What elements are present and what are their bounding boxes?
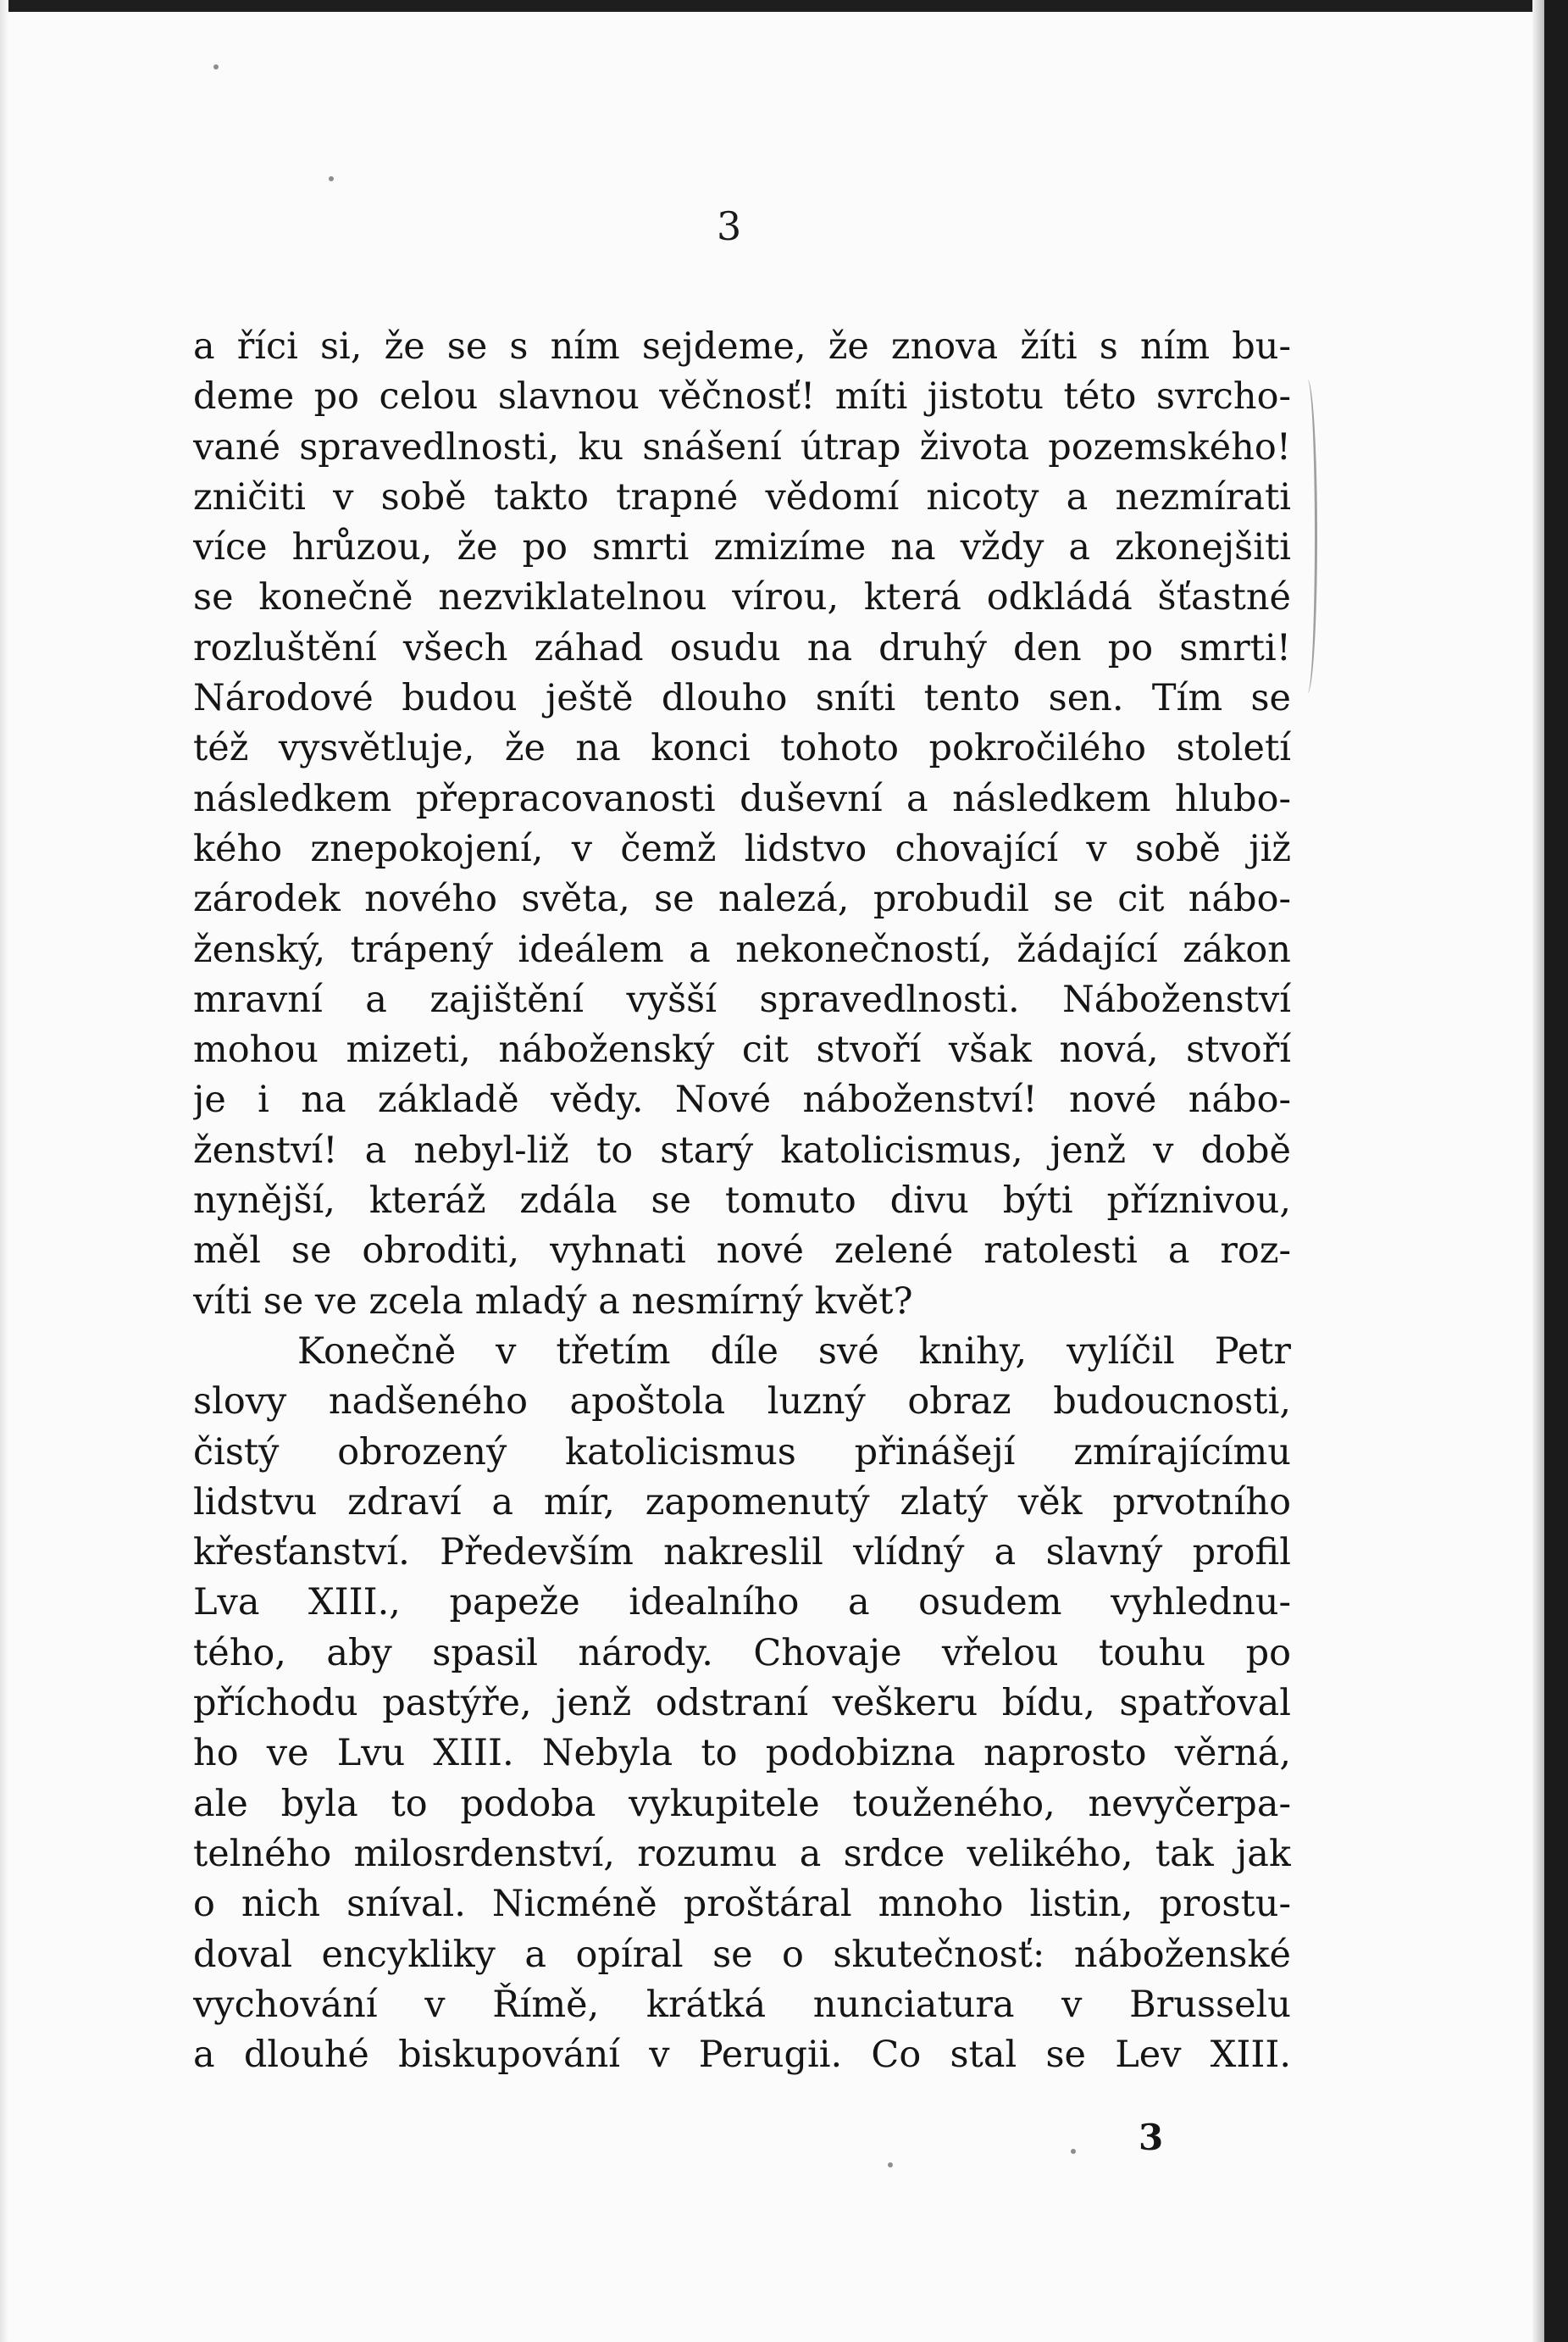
text-line: a říci si, že se s ním sejdeme, že znova žíti s ním bu- [193, 325, 1291, 368]
body-text [193, 322, 1291, 2080]
paper-speck [329, 176, 334, 181]
text-line: zárodek nového světa, se nalezá, probudil se cit nábo- [193, 878, 1291, 921]
text-line: víti se ve zcela mladý a nesmírný květ? [193, 1279, 913, 1323]
margin-pencil-mark [1298, 380, 1317, 693]
text-line: vychování v Římě, krátká nunciatura v Brusselu [193, 1983, 1291, 2026]
signature-mark: 3 [1139, 2117, 1164, 2158]
text-line: telného milosrdenství, rozumu a srdce velikého, tak jak [193, 1832, 1291, 1875]
text-line: následkem přepracovanosti duševní a následkem hlubo- [193, 777, 1291, 820]
text-line: je i na základě vědy. Nové náboženství! nové nábo- [193, 1079, 1291, 1122]
page-left-shadow [0, 0, 8, 2342]
text-line: ženství! a nebyl-liž to starý katolicismus, jenž v době [193, 1129, 1291, 1172]
text-line: kého znepokojení, v čemž lidstvo chovající v sobě již [193, 827, 1291, 870]
text-line: Lva XIII., papeže idealního a osudem vyhlednu- [193, 1581, 1291, 1624]
paragraph-start-line: Konečně v třetím díle své knihy, vylíčil Petr [297, 1329, 1291, 1373]
text-line: čistý obrozený katolicismus přinášejí zmírajícímu [193, 1430, 1291, 1473]
text-line: vané spravedlnosti, ku snášení útrap života pozemského! [193, 425, 1291, 469]
text-line: deme po celou slavnou věčnosť! míti jistotu této svrcho- [193, 375, 1291, 419]
text-line: zničiti v sobě takto trapné vědomí nicoty a nezmírati [193, 475, 1291, 519]
page-number: 3 [717, 203, 743, 249]
scan-top-edge [0, 0, 1568, 12]
text-line: o nich sníval. Nicméně proštáral mnoho listin, prostu- [193, 1883, 1291, 1926]
text-line: měl se obroditi, vyhnati nové zelené ratolesti a roz- [193, 1229, 1291, 1273]
text-line: nynější, kteráž zdála se tomuto divu býti příznivou, [193, 1179, 1291, 1223]
text-line: též vysvětluje, že na konci tohoto pokročilého století [193, 727, 1291, 770]
scan-right-edge [1544, 0, 1568, 2342]
text-line: slovy nadšeného apoštola luzný obraz budoucnosti, [193, 1380, 1291, 1424]
paper-speck [888, 2162, 893, 2167]
text-line: ženský, trápený ideálem a nekonečností, žádající zákon [193, 928, 1291, 971]
text-line: ho ve Lvu XIII. Nebyla to podobizna naprosto věrná, [193, 1732, 1291, 1775]
text-line: mravní a zajištění vyšší spravedlnosti. Náboženství [193, 978, 1291, 1021]
text-line: příchodu pastýře, jenž odstraní veškeru bídu, spatřoval [193, 1682, 1291, 1725]
paper-speck [1071, 2149, 1076, 2154]
text-line: doval encykliky a opíral se o skutečnosť: náboženské [193, 1933, 1291, 1976]
text-line: více hrůzou, že po smrti zmizíme na vždy a zkonejšiti [193, 526, 1291, 569]
text-line: ale byla to podoba vykupitele touženého, nevyčerpa- [193, 1782, 1291, 1825]
paper-speck [213, 64, 219, 69]
text-line: Národové budou ještě dlouho sníti tento sen. Tím se [193, 677, 1291, 720]
text-line: lidstvu zdraví a mír, zapomenutý zlatý věk prvotního [193, 1480, 1291, 1523]
text-line: mohou mizeti, náboženský cit stvoří však nová, stvoří [193, 1029, 1291, 1072]
page-right-shadow [1532, 0, 1544, 2342]
text-line: se konečně nezviklatelnou vírou, která odkládá šťastné [193, 576, 1291, 619]
text-line: tého, aby spasil národy. Chovaje vřelou touhu po [193, 1631, 1291, 1674]
text-line: a dlouhé biskupování v Perugii. Co stal se Lev XIII. [193, 2034, 1291, 2077]
text-line: rozluštění všech záhad osudu na druhý den po smrti! [193, 626, 1291, 669]
text-line: křesťanství. Především nakreslil vlídný a slavný profil [193, 1531, 1291, 1574]
